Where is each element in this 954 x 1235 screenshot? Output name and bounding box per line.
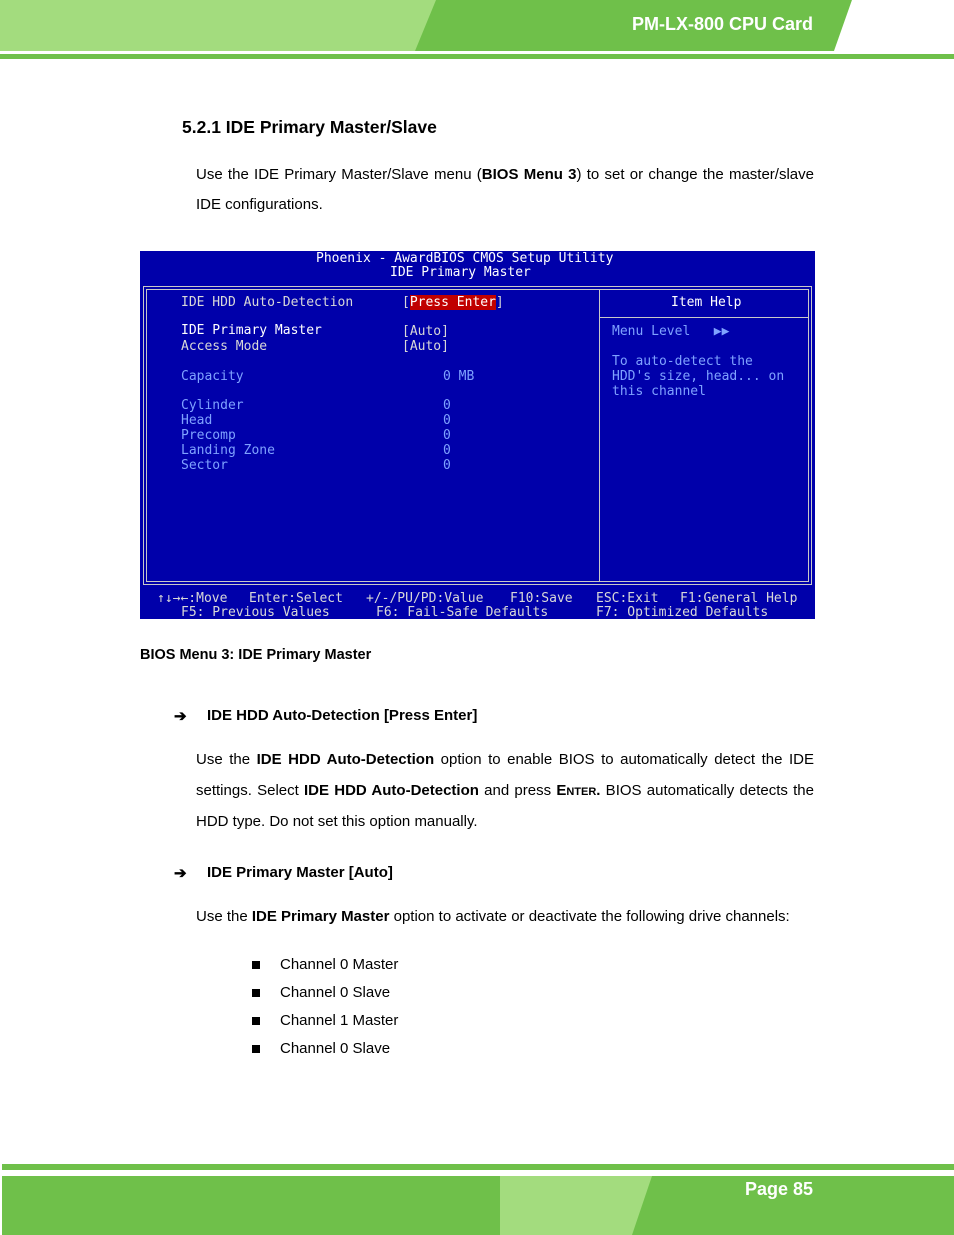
bios-item-access-mode[interactable]: Access Mode [181, 339, 268, 354]
channel-list [252, 953, 398, 1065]
list-item [252, 953, 398, 981]
bios-value-cylinder: 0 [443, 398, 451, 413]
list-item-text: Channel 1 Master [280, 1012, 399, 1029]
option-1-title: IDE HDD Auto-Detection [Press Enter] [207, 707, 478, 724]
option-1-text-1: Use the [196, 751, 257, 768]
option-1-paragraph [196, 744, 814, 837]
bios-item-head: Head [181, 413, 213, 428]
bios-item-sector: Sector [181, 458, 228, 473]
bios-key-optimized: F7: Optimized Defaults [596, 605, 769, 619]
option-1-text-4: BIOS automatically detects the HDD type. Do not set this option manually. [196, 782, 814, 830]
option-1-text-2: option to enable BIOS to automatically detect the IDE settings. Select [196, 751, 814, 799]
list-item-text: Channel 0 Slave [280, 984, 391, 1001]
intro-bold-ref: BIOS Menu 3 [481, 166, 577, 183]
option-1-text-3: and press [478, 782, 557, 799]
page-number: Page 85 [744, 1179, 813, 1199]
bios-screenshot [140, 251, 815, 619]
header-title: PM-LX-800 CPU Card [631, 14, 813, 34]
bios-help-line-3: this channel [612, 384, 706, 399]
bios-key-move: ↑↓→←:Move [157, 591, 228, 606]
list-item [252, 1037, 398, 1065]
bios-value-primary-master[interactable]: [Auto] [402, 324, 449, 339]
figure-caption: BIOS Menu 3: IDE Primary Master [140, 647, 372, 663]
bios-value-sector: 0 [443, 458, 451, 473]
option-2-bold-1: IDE Primary Master [251, 908, 390, 925]
list-item-text: Channel 0 Master [280, 956, 399, 973]
bios-value-precomp: 0 [443, 428, 451, 443]
bios-item-auto-detect[interactable]: IDE HDD Auto-Detection [181, 295, 354, 310]
bios-help-line-1: To auto-detect the [612, 354, 753, 369]
bios-help-title: Item Help [671, 295, 742, 310]
list-item-text: Channel 0 Slave [280, 1040, 391, 1057]
square-bullet-icon [252, 989, 260, 997]
bios-key-help: F1:General Help [680, 591, 798, 606]
footer-rule [2, 1164, 954, 1170]
bios-value-head: 0 [443, 413, 451, 428]
arrow-right-icon: ➔ [174, 865, 187, 882]
bios-title-2: IDE Primary Master [390, 265, 531, 280]
bios-value-landing-zone: 0 [443, 443, 451, 458]
bios-key-value: +/-/PU/PD:Value [366, 591, 484, 606]
square-bullet-icon [252, 961, 260, 969]
bios-item-primary-master[interactable]: IDE Primary Master [181, 323, 322, 338]
bios-key-select: Enter:Select [249, 591, 343, 606]
bios-divider [599, 289, 600, 582]
option-1-key-enter: Enter. [556, 782, 601, 799]
bios-item-landing-zone: Landing Zone [181, 443, 275, 458]
option-2-paragraph [196, 902, 814, 932]
bios-value-capacity: 0 MB [443, 369, 475, 384]
bios-value-access-mode[interactable]: [Auto] [402, 339, 449, 354]
bios-key-prev: F5: Previous Values [181, 605, 330, 619]
option-1-bold-2: IDE HDD Auto-Detection [304, 782, 479, 799]
bios-item-precomp: Precomp [181, 428, 236, 443]
option-2-title: IDE Primary Master [Auto] [207, 864, 393, 881]
option-1-bold-1: IDE HDD Auto-Detection [256, 751, 435, 768]
section-heading: 5.2.1 IDE Primary Master/Slave [182, 117, 437, 137]
intro-text-2: ) to set or change the master/slave IDE configurations. [196, 166, 814, 213]
bios-help-line-2: HDD's size, head... on [612, 369, 785, 384]
list-item [252, 981, 398, 1009]
bios-help-rule [599, 317, 809, 318]
bios-key-failsafe: F6: Fail-Safe Defaults [376, 605, 549, 619]
option-2-text-1: Use the [196, 908, 252, 925]
square-bullet-icon [252, 1017, 260, 1025]
square-bullet-icon [252, 1045, 260, 1053]
header-rule [0, 54, 954, 59]
bios-help-menu-level: Menu Level ▶▶ [612, 324, 730, 339]
bios-item-cylinder: Cylinder [181, 398, 244, 413]
arrow-right-icon: ➔ [174, 708, 187, 725]
bios-key-save: F10:Save [510, 591, 573, 606]
option-2-heading [174, 864, 393, 882]
bios-item-capacity: Capacity [181, 369, 244, 384]
intro-text-1: Use the IDE Primary Master/Slave menu ( [196, 166, 482, 183]
bios-selected-value[interactable]: Press Enter [409, 295, 496, 310]
bios-value-auto-detect[interactable]: [Press Enter] [402, 295, 504, 310]
bios-key-exit: ESC:Exit [596, 591, 659, 606]
option-1-heading [174, 707, 477, 725]
list-item [252, 1009, 398, 1037]
option-2-text-2: option to activate or deactivate the following drive channels: [389, 908, 790, 925]
intro-paragraph [196, 160, 814, 220]
bios-title-1: Phoenix - AwardBIOS CMOS Setup Utility [316, 251, 614, 266]
